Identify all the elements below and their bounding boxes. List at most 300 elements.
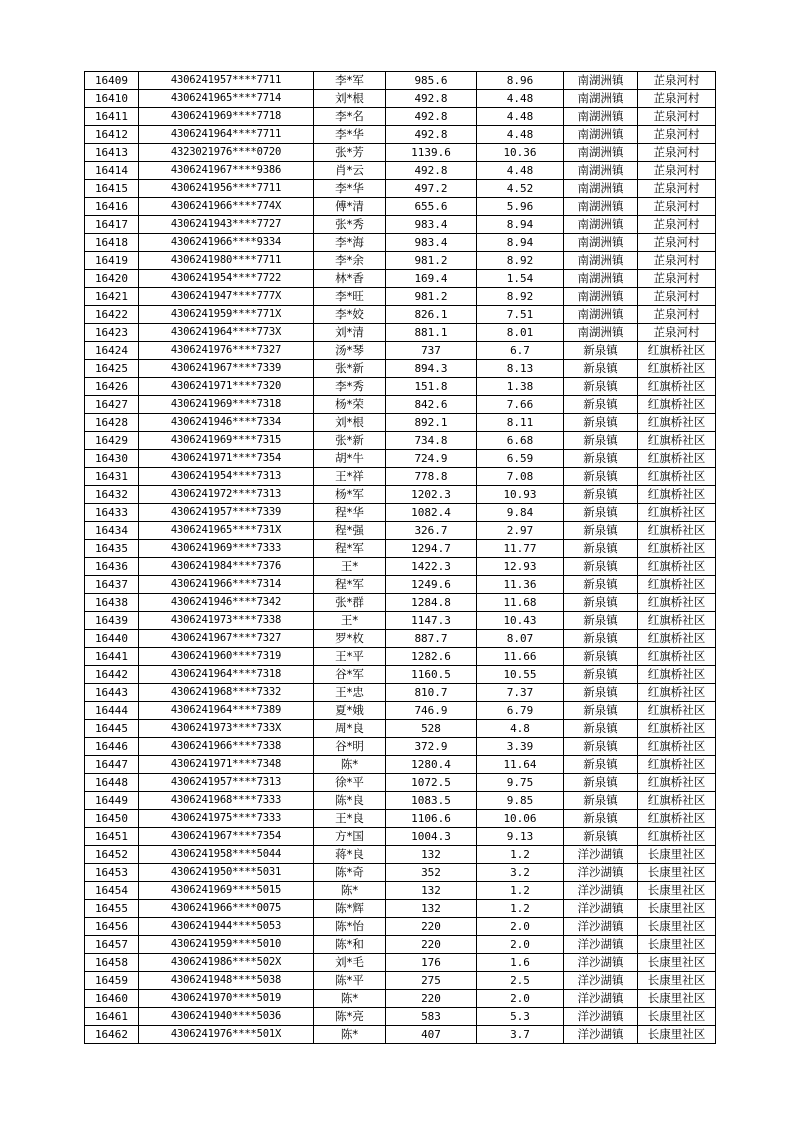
cell-amount: 1106.6 — [386, 810, 477, 828]
table-row — [85, 540, 716, 558]
cell-amount: 734.8 — [386, 432, 477, 450]
cell-town-name: 新泉镇 — [564, 468, 638, 486]
cell-area: 1.2 — [477, 846, 564, 864]
table-row — [85, 882, 716, 900]
cell-village-name: 芷泉河村 — [638, 162, 716, 180]
cell-id-number: 4306241965****7714 — [139, 90, 314, 108]
cell-person-name: 谷*明 — [314, 738, 386, 756]
cell-id-number: 4306241971****7348 — [139, 756, 314, 774]
cell-amount: 892.1 — [386, 414, 477, 432]
cell-id-number: 4306241986****502X — [139, 954, 314, 972]
cell-row-number: 16438 — [85, 594, 139, 612]
cell-id-number: 4306241970****5019 — [139, 990, 314, 1008]
cell-town-name: 新泉镇 — [564, 432, 638, 450]
cell-person-name: 张*新 — [314, 360, 386, 378]
cell-amount: 985.6 — [386, 72, 477, 90]
cell-amount: 407 — [386, 1026, 477, 1044]
cell-person-name: 陈* — [314, 882, 386, 900]
cell-town-name: 洋沙湖镇 — [564, 846, 638, 864]
table-row — [85, 216, 716, 234]
cell-id-number: 4306241966****0075 — [139, 900, 314, 918]
cell-amount: 497.2 — [386, 180, 477, 198]
cell-village-name: 芷泉河村 — [638, 288, 716, 306]
cell-row-number: 16456 — [85, 918, 139, 936]
table-row — [85, 756, 716, 774]
cell-id-number: 4306241969****7318 — [139, 396, 314, 414]
cell-person-name: 汤*琴 — [314, 342, 386, 360]
cell-row-number: 16427 — [85, 396, 139, 414]
table-row — [85, 198, 716, 216]
cell-village-name: 红旗桥社区 — [638, 612, 716, 630]
cell-area: 7.51 — [477, 306, 564, 324]
cell-area: 7.08 — [477, 468, 564, 486]
cell-village-name: 长康里社区 — [638, 936, 716, 954]
table-row — [85, 342, 716, 360]
table-row — [85, 630, 716, 648]
table-row — [85, 450, 716, 468]
cell-row-number: 16448 — [85, 774, 139, 792]
cell-village-name: 芷泉河村 — [638, 126, 716, 144]
cell-amount: 842.6 — [386, 396, 477, 414]
cell-village-name: 红旗桥社区 — [638, 558, 716, 576]
cell-area: 8.94 — [477, 234, 564, 252]
cell-person-name: 李*华 — [314, 126, 386, 144]
cell-id-number: 4306241973****7338 — [139, 612, 314, 630]
cell-area: 8.96 — [477, 72, 564, 90]
cell-amount: 176 — [386, 954, 477, 972]
cell-amount: 737 — [386, 342, 477, 360]
cell-town-name: 新泉镇 — [564, 378, 638, 396]
cell-area: 9.75 — [477, 774, 564, 792]
cell-id-number: 4306241975****7333 — [139, 810, 314, 828]
table-row — [85, 774, 716, 792]
cell-area: 1.6 — [477, 954, 564, 972]
cell-town-name: 南湖洲镇 — [564, 252, 638, 270]
cell-row-number: 16432 — [85, 486, 139, 504]
cell-id-number: 4306241954****7313 — [139, 468, 314, 486]
cell-person-name: 王*良 — [314, 810, 386, 828]
cell-row-number: 16410 — [85, 90, 139, 108]
cell-area: 8.92 — [477, 288, 564, 306]
cell-town-name: 南湖洲镇 — [564, 144, 638, 162]
cell-area: 4.48 — [477, 162, 564, 180]
cell-person-name: 周*良 — [314, 720, 386, 738]
cell-person-name: 李*旺 — [314, 288, 386, 306]
cell-amount: 1280.4 — [386, 756, 477, 774]
cell-village-name: 长康里社区 — [638, 990, 716, 1008]
cell-person-name: 王* — [314, 612, 386, 630]
cell-village-name: 红旗桥社区 — [638, 576, 716, 594]
cell-id-number: 4306241980****7711 — [139, 252, 314, 270]
cell-id-number: 4306241960****7319 — [139, 648, 314, 666]
cell-area: 4.48 — [477, 90, 564, 108]
cell-area: 1.2 — [477, 882, 564, 900]
cell-area: 7.66 — [477, 396, 564, 414]
cell-amount: 1082.4 — [386, 504, 477, 522]
cell-town-name: 新泉镇 — [564, 630, 638, 648]
cell-area: 11.36 — [477, 576, 564, 594]
cell-amount: 492.8 — [386, 90, 477, 108]
cell-person-name: 陈* — [314, 990, 386, 1008]
table-row — [85, 486, 716, 504]
cell-row-number: 16422 — [85, 306, 139, 324]
cell-id-number: 4306241943****7727 — [139, 216, 314, 234]
cell-row-number: 16453 — [85, 864, 139, 882]
cell-village-name: 红旗桥社区 — [638, 468, 716, 486]
cell-town-name: 洋沙湖镇 — [564, 990, 638, 1008]
cell-id-number: 4306241969****7315 — [139, 432, 314, 450]
cell-row-number: 16429 — [85, 432, 139, 450]
cell-area: 10.06 — [477, 810, 564, 828]
cell-id-number: 4306241967****7327 — [139, 630, 314, 648]
cell-amount: 326.7 — [386, 522, 477, 540]
cell-amount: 1004.3 — [386, 828, 477, 846]
cell-person-name: 王* — [314, 558, 386, 576]
cell-town-name: 新泉镇 — [564, 774, 638, 792]
cell-person-name: 谷*军 — [314, 666, 386, 684]
cell-person-name: 王*平 — [314, 648, 386, 666]
cell-area: 1.2 — [477, 900, 564, 918]
cell-village-name: 长康里社区 — [638, 864, 716, 882]
cell-id-number: 4306241964****7389 — [139, 702, 314, 720]
cell-town-name: 南湖洲镇 — [564, 72, 638, 90]
table-row — [85, 792, 716, 810]
cell-area: 8.07 — [477, 630, 564, 648]
cell-id-number: 4306241967****7339 — [139, 360, 314, 378]
cell-town-name: 新泉镇 — [564, 594, 638, 612]
cell-village-name: 红旗桥社区 — [638, 378, 716, 396]
cell-town-name: 南湖洲镇 — [564, 126, 638, 144]
cell-id-number: 4306241966****9334 — [139, 234, 314, 252]
cell-village-name: 红旗桥社区 — [638, 630, 716, 648]
cell-person-name: 程*华 — [314, 504, 386, 522]
table-row — [85, 504, 716, 522]
cell-village-name: 芷泉河村 — [638, 198, 716, 216]
cell-village-name: 红旗桥社区 — [638, 522, 716, 540]
cell-town-name: 洋沙湖镇 — [564, 1026, 638, 1044]
cell-area: 1.54 — [477, 270, 564, 288]
cell-id-number: 4306241965****731X — [139, 522, 314, 540]
cell-person-name: 陈* — [314, 756, 386, 774]
cell-amount: 583 — [386, 1008, 477, 1026]
table-row — [85, 324, 716, 342]
cell-area: 9.84 — [477, 504, 564, 522]
cell-person-name: 张*群 — [314, 594, 386, 612]
cell-area: 8.11 — [477, 414, 564, 432]
cell-amount: 887.7 — [386, 630, 477, 648]
cell-row-number: 16425 — [85, 360, 139, 378]
cell-area: 10.43 — [477, 612, 564, 630]
cell-amount: 220 — [386, 936, 477, 954]
cell-town-name: 新泉镇 — [564, 792, 638, 810]
cell-person-name: 陈*亮 — [314, 1008, 386, 1026]
cell-id-number: 4306241967****7354 — [139, 828, 314, 846]
cell-village-name: 红旗桥社区 — [638, 738, 716, 756]
cell-row-number: 16414 — [85, 162, 139, 180]
table-row — [85, 666, 716, 684]
cell-area: 3.39 — [477, 738, 564, 756]
cell-id-number: 4306241969****7333 — [139, 540, 314, 558]
table-row — [85, 810, 716, 828]
table-row — [85, 612, 716, 630]
cell-amount: 981.2 — [386, 288, 477, 306]
cell-row-number: 16462 — [85, 1026, 139, 1044]
cell-row-number: 16440 — [85, 630, 139, 648]
cell-row-number: 16423 — [85, 324, 139, 342]
cell-town-name: 新泉镇 — [564, 648, 638, 666]
cell-id-number: 4306241968****7332 — [139, 684, 314, 702]
table-row — [85, 522, 716, 540]
cell-person-name: 李*军 — [314, 72, 386, 90]
cell-amount: 1139.6 — [386, 144, 477, 162]
cell-row-number: 16442 — [85, 666, 139, 684]
cell-amount: 220 — [386, 990, 477, 1008]
cell-person-name: 胡*牛 — [314, 450, 386, 468]
cell-person-name: 张*秀 — [314, 216, 386, 234]
cell-id-number: 4306241973****733X — [139, 720, 314, 738]
cell-village-name: 红旗桥社区 — [638, 684, 716, 702]
cell-id-number: 4306241957****7313 — [139, 774, 314, 792]
cell-row-number: 16412 — [85, 126, 139, 144]
table-row — [85, 306, 716, 324]
cell-row-number: 16450 — [85, 810, 139, 828]
cell-village-name: 红旗桥社区 — [638, 540, 716, 558]
table-row — [85, 1008, 716, 1026]
cell-amount: 492.8 — [386, 162, 477, 180]
cell-row-number: 16411 — [85, 108, 139, 126]
cell-row-number: 16443 — [85, 684, 139, 702]
cell-person-name: 李*海 — [314, 234, 386, 252]
cell-village-name: 长康里社区 — [638, 954, 716, 972]
table-row — [85, 954, 716, 972]
cell-person-name: 刘*毛 — [314, 954, 386, 972]
cell-village-name: 红旗桥社区 — [638, 828, 716, 846]
cell-row-number: 16461 — [85, 1008, 139, 1026]
cell-row-number: 16418 — [85, 234, 139, 252]
cell-row-number: 16444 — [85, 702, 139, 720]
cell-row-number: 16430 — [85, 450, 139, 468]
table-row — [85, 144, 716, 162]
cell-person-name: 蒋*良 — [314, 846, 386, 864]
cell-amount: 492.8 — [386, 126, 477, 144]
cell-village-name: 红旗桥社区 — [638, 810, 716, 828]
table-row — [85, 72, 716, 90]
cell-village-name: 红旗桥社区 — [638, 414, 716, 432]
cell-person-name: 林*香 — [314, 270, 386, 288]
cell-amount: 132 — [386, 882, 477, 900]
cell-town-name: 新泉镇 — [564, 522, 638, 540]
cell-person-name: 王*忠 — [314, 684, 386, 702]
cell-area: 2.0 — [477, 918, 564, 936]
cell-village-name: 芷泉河村 — [638, 144, 716, 162]
cell-id-number: 4306241966****7314 — [139, 576, 314, 594]
cell-area: 8.13 — [477, 360, 564, 378]
cell-village-name: 红旗桥社区 — [638, 486, 716, 504]
cell-person-name: 李*华 — [314, 180, 386, 198]
cell-person-name: 杨*军 — [314, 486, 386, 504]
cell-id-number: 4306241959****5010 — [139, 936, 314, 954]
cell-amount: 894.3 — [386, 360, 477, 378]
cell-village-name: 芷泉河村 — [638, 216, 716, 234]
cell-amount: 151.8 — [386, 378, 477, 396]
cell-person-name: 陈*平 — [314, 972, 386, 990]
cell-row-number: 16447 — [85, 756, 139, 774]
cell-area: 10.55 — [477, 666, 564, 684]
cell-town-name: 南湖洲镇 — [564, 288, 638, 306]
cell-town-name: 新泉镇 — [564, 720, 638, 738]
cell-person-name: 张*芳 — [314, 144, 386, 162]
cell-amount: 275 — [386, 972, 477, 990]
cell-id-number: 4306241944****5053 — [139, 918, 314, 936]
cell-amount: 983.4 — [386, 216, 477, 234]
cell-person-name: 杨*荣 — [314, 396, 386, 414]
cell-area: 1.38 — [477, 378, 564, 396]
cell-area: 3.7 — [477, 1026, 564, 1044]
cell-town-name: 新泉镇 — [564, 342, 638, 360]
cell-row-number: 16449 — [85, 792, 139, 810]
cell-area: 8.01 — [477, 324, 564, 342]
cell-town-name: 新泉镇 — [564, 558, 638, 576]
cell-id-number: 4306241946****7342 — [139, 594, 314, 612]
cell-person-name: 夏*娥 — [314, 702, 386, 720]
cell-person-name: 李*姣 — [314, 306, 386, 324]
cell-village-name: 长康里社区 — [638, 1008, 716, 1026]
cell-area: 4.48 — [477, 126, 564, 144]
table-row — [85, 360, 716, 378]
cell-village-name: 芷泉河村 — [638, 72, 716, 90]
cell-amount: 132 — [386, 846, 477, 864]
cell-village-name: 芷泉河村 — [638, 252, 716, 270]
cell-person-name: 陈*怡 — [314, 918, 386, 936]
cell-row-number: 16452 — [85, 846, 139, 864]
table-row — [85, 252, 716, 270]
cell-village-name: 红旗桥社区 — [638, 594, 716, 612]
cell-village-name: 芷泉河村 — [638, 324, 716, 342]
cell-id-number: 4306241956****7711 — [139, 180, 314, 198]
cell-amount: 746.9 — [386, 702, 477, 720]
cell-town-name: 新泉镇 — [564, 684, 638, 702]
cell-amount: 1284.8 — [386, 594, 477, 612]
cell-person-name: 肖*云 — [314, 162, 386, 180]
cell-village-name: 芷泉河村 — [638, 180, 716, 198]
cell-town-name: 新泉镇 — [564, 450, 638, 468]
cell-row-number: 16413 — [85, 144, 139, 162]
cell-area: 2.97 — [477, 522, 564, 540]
table-row — [85, 702, 716, 720]
cell-town-name: 南湖洲镇 — [564, 324, 638, 342]
table-row — [85, 720, 716, 738]
cell-town-name: 新泉镇 — [564, 666, 638, 684]
cell-area: 11.77 — [477, 540, 564, 558]
cell-row-number: 16454 — [85, 882, 139, 900]
cell-person-name: 陈*奇 — [314, 864, 386, 882]
cell-village-name: 红旗桥社区 — [638, 648, 716, 666]
cell-id-number: 4306241972****7313 — [139, 486, 314, 504]
cell-town-name: 新泉镇 — [564, 756, 638, 774]
cell-village-name: 芷泉河村 — [638, 108, 716, 126]
cell-id-number: 4306241976****7327 — [139, 342, 314, 360]
cell-person-name: 李*余 — [314, 252, 386, 270]
cell-row-number: 16424 — [85, 342, 139, 360]
cell-village-name: 芷泉河村 — [638, 270, 716, 288]
cell-id-number: 4306241954****7722 — [139, 270, 314, 288]
table-row — [85, 90, 716, 108]
cell-row-number: 16451 — [85, 828, 139, 846]
cell-amount: 881.1 — [386, 324, 477, 342]
cell-row-number: 16446 — [85, 738, 139, 756]
cell-row-number: 16433 — [85, 504, 139, 522]
cell-area: 8.92 — [477, 252, 564, 270]
cell-person-name: 刘*清 — [314, 324, 386, 342]
cell-row-number: 16455 — [85, 900, 139, 918]
cell-area: 2.0 — [477, 936, 564, 954]
cell-person-name: 程*军 — [314, 576, 386, 594]
cell-town-name: 新泉镇 — [564, 612, 638, 630]
cell-id-number: 4306241959****771X — [139, 306, 314, 324]
cell-row-number: 16457 — [85, 936, 139, 954]
cell-amount: 778.8 — [386, 468, 477, 486]
cell-amount: 352 — [386, 864, 477, 882]
cell-village-name: 芷泉河村 — [638, 306, 716, 324]
table-row — [85, 468, 716, 486]
cell-person-name: 程*军 — [314, 540, 386, 558]
cell-town-name: 洋沙湖镇 — [564, 936, 638, 954]
cell-row-number: 16426 — [85, 378, 139, 396]
cell-village-name: 红旗桥社区 — [638, 396, 716, 414]
cell-row-number: 16415 — [85, 180, 139, 198]
cell-village-name: 红旗桥社区 — [638, 360, 716, 378]
table-row — [85, 432, 716, 450]
cell-amount: 826.1 — [386, 306, 477, 324]
cell-amount: 169.4 — [386, 270, 477, 288]
cell-area: 11.64 — [477, 756, 564, 774]
cell-id-number: 4306241964****773X — [139, 324, 314, 342]
cell-area: 11.66 — [477, 648, 564, 666]
cell-amount: 1072.5 — [386, 774, 477, 792]
cell-town-name: 新泉镇 — [564, 396, 638, 414]
cell-amount: 372.9 — [386, 738, 477, 756]
cell-town-name: 南湖洲镇 — [564, 108, 638, 126]
cell-village-name: 红旗桥社区 — [638, 702, 716, 720]
cell-area: 3.2 — [477, 864, 564, 882]
cell-town-name: 洋沙湖镇 — [564, 918, 638, 936]
cell-id-number: 4306241969****5015 — [139, 882, 314, 900]
cell-person-name: 傅*清 — [314, 198, 386, 216]
cell-person-name: 陈*辉 — [314, 900, 386, 918]
cell-row-number: 16458 — [85, 954, 139, 972]
table-row — [85, 738, 716, 756]
cell-village-name: 芷泉河村 — [638, 90, 716, 108]
cell-area: 6.59 — [477, 450, 564, 468]
cell-amount: 1294.7 — [386, 540, 477, 558]
cell-person-name: 王*祥 — [314, 468, 386, 486]
table-row — [85, 684, 716, 702]
table-row — [85, 180, 716, 198]
cell-amount: 810.7 — [386, 684, 477, 702]
cell-person-name: 刘*根 — [314, 414, 386, 432]
cell-town-name: 南湖洲镇 — [564, 306, 638, 324]
cell-village-name: 红旗桥社区 — [638, 774, 716, 792]
cell-town-name: 南湖洲镇 — [564, 270, 638, 288]
cell-row-number: 16435 — [85, 540, 139, 558]
cell-row-number: 16460 — [85, 990, 139, 1008]
table-row — [85, 126, 716, 144]
table-row — [85, 234, 716, 252]
cell-amount: 492.8 — [386, 108, 477, 126]
cell-id-number: 4306241957****7711 — [139, 72, 314, 90]
table-row — [85, 396, 716, 414]
cell-id-number: 4306241969****7718 — [139, 108, 314, 126]
